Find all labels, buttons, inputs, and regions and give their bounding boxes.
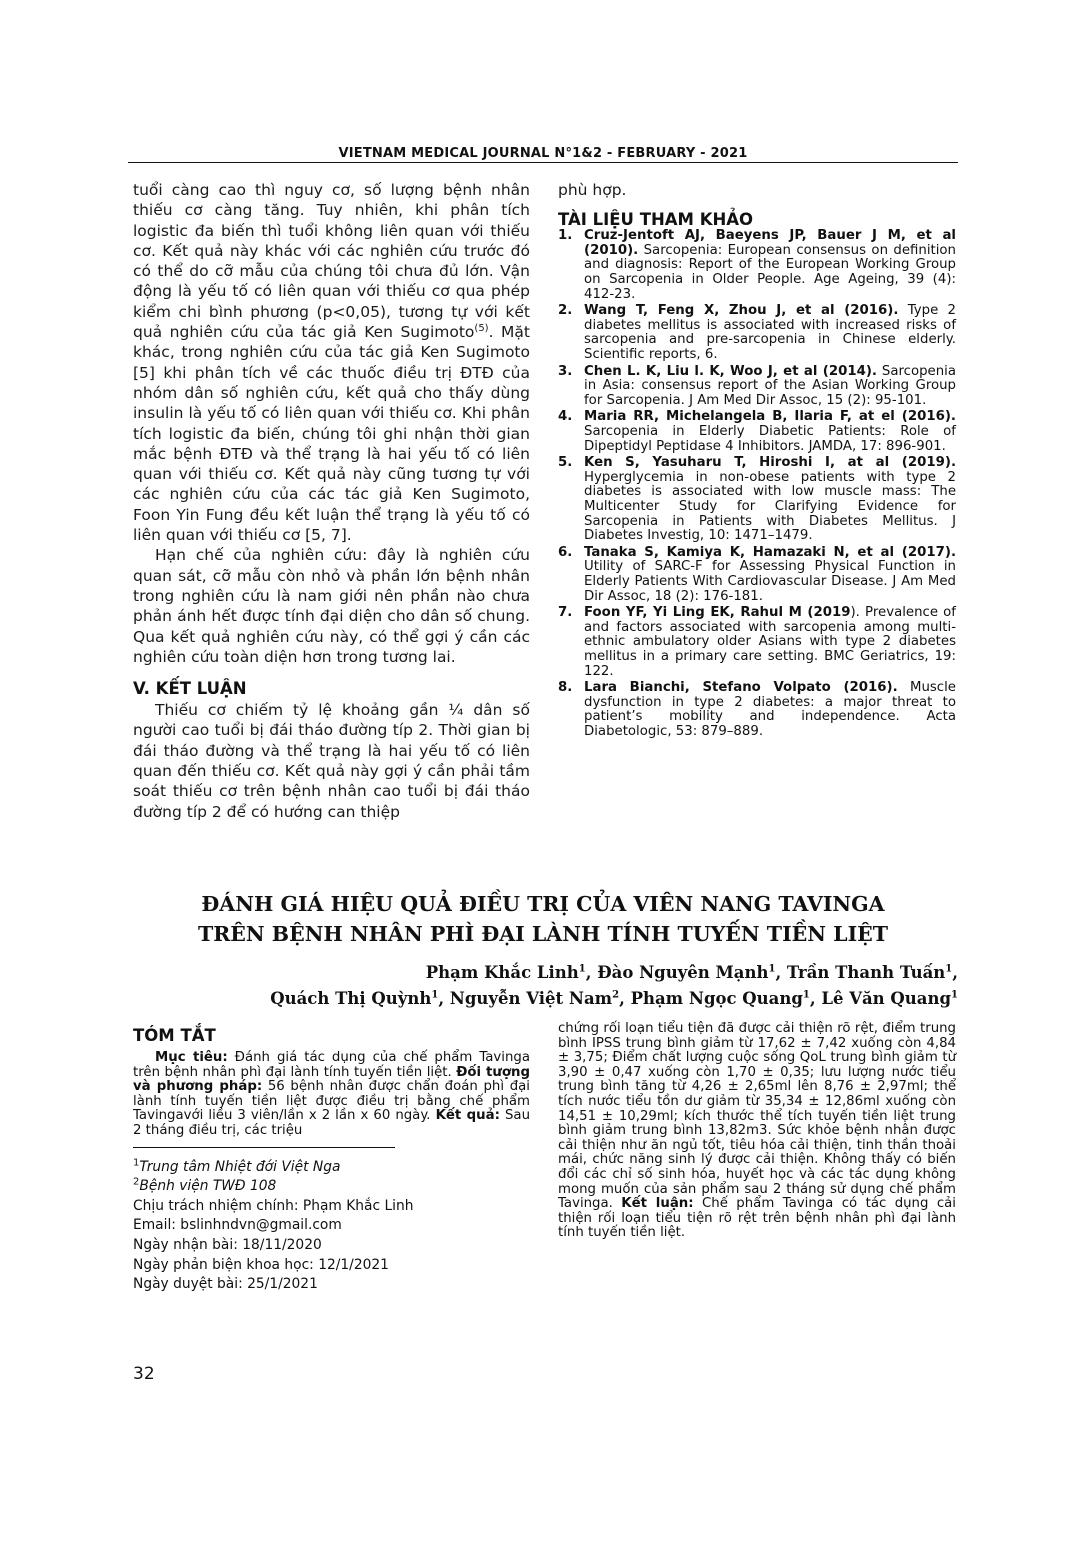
- authors-line-2: [270, 986, 958, 1012]
- reference-number: 8.: [558, 680, 573, 696]
- affiliation-2: $^2$Bệnh viện TWĐ 108: [133, 1176, 277, 1195]
- reference-number: 3.: [558, 363, 573, 379]
- reference-item: [558, 410, 956, 454]
- received-date: Ngày nhận bài: 18/11/2020: [133, 1236, 322, 1253]
- reference-text: Ken S, Yasuharu T, Hiroshi I, at al (2019). Hyperglycemia in non-obese patients with type 2 diabetes is associated with low muscle mass: The Multicenter Study for Clarifying Evidence for Sarcopenia in Patients with Diabetes Mellitus. J Diabetes Investig, 10: 1471–1479.: [584, 455, 956, 544]
- right-column: [558, 180, 956, 741]
- author-affiliation-mark: 1: [951, 989, 958, 1001]
- reference-number: 6.: [558, 544, 573, 560]
- abstract-right-column: [558, 1022, 956, 1241]
- author-affiliation-mark: 1: [802, 989, 810, 1001]
- reference-authors: Lara Bianchi, Stefano Volpato (2016).: [584, 680, 898, 696]
- author-name: ,: [952, 963, 958, 982]
- reference-authors: Maria RR, Michelangela B, Ilaria F, at el (2016).: [584, 409, 956, 425]
- left-paragraph-1: tuổi càng cao thì nguy cơ, số lượng bệnh nhân thiếu cơ càng tăng. Tuy nhiên, khi phân tích logistic đa biến thì tuổi không liên quan với thiếu cơ. Kết quả này khác với các nghiên cứu trước đó có thể do cỡ mẫu của chúng tôi chưa đủ lớn. Vận động là yếu tố có liên quan với thiếu cơ qua phép kiểm chi bình phương (p<0,05), tương tự với kết quả nghiên cứu của tác giả Ken Sugimoto$^{(5)}$. Mặt khác, trong nghiên cứu của tác giả Ken Sugimoto [5] khi phân tích về các thuốc điều trị ĐTĐ của nhóm dân số nghiên cứu, kết quả cho thấy dùng insulin là yếu tố có liên quan với thiếu cơ. Khi phân tích logistic đa biến, chúng tôi ghi nhận thời gian mắc bệnh ĐTĐ và thể trạng là hai yếu tố có liên quan với thiếu cơ. Kết quả này cũng tương tự với các nghiên cứu của các tác giả Ken Sugimoto, Foon Yin Fung đều kết luận thể trạng là yếu tố có liên quan với thiếu cơ [5, 7].: [133, 181, 530, 545]
- author-name: Quách Thị Quỳnh: [270, 989, 432, 1008]
- reference-text: Lara Bianchi, Stefano Volpato (2016). Muscle dysfunction in type 2 diabetes: a major threat to patient’s mobility and independence. Acta Diabetologic, 53: 879–889.: [584, 680, 956, 739]
- reference-number: 4.: [558, 409, 573, 425]
- page-number: 32: [133, 1364, 155, 1384]
- reference-text: Maria RR, Michelangela B, Ilaria F, at el (2016). Sarcopenia in Elderly Diabetic Patients: Role of Dipeptidyl Peptidase 4 Inhibitors. JAMDA, 17: 896-901.: [584, 409, 956, 454]
- reference-authors: Chen L. K, Liu l. K, Woo J, et al (2014).: [584, 363, 877, 379]
- author-affiliation-mark: 1: [578, 963, 586, 975]
- abstract-left-text: Mục tiêu: Đánh giá tác dụng của chế phẩm Tavinga trên bệnh nhân phì đại lành tính tuyến tiền liệt. Đối tượng và phương pháp: 56 bệnh nhân được chẩn đoán phì đại lành tính tuyến tiền liệt được điều trị bằng chế phẩm Tavingavới liều 3 viên/lần x 2 lần x 60 ngày. Kết quả: Sau 2 tháng điều trị, các triệu: [133, 1050, 531, 1138]
- reference-item: [558, 546, 956, 604]
- reference-number: 2.: [558, 303, 573, 319]
- reference-number: 7.: [558, 605, 573, 621]
- abstract-left-column: [133, 1026, 530, 1295]
- reference-item: [558, 456, 956, 544]
- abstract-label: Đối tượng và phương pháp:: [133, 1064, 531, 1095]
- reference-item: [558, 229, 956, 302]
- accepted-date: Ngày duyệt bài: 25/1/2021: [133, 1276, 318, 1293]
- reference-item: [558, 365, 956, 409]
- left-paragraph-2: Hạn chế của nghiên cứu: đây là nghiên cứu quan sát, cỡ mẫu còn nhỏ và phần lớn bệnh nhân trong nghiên cứu là nam giới nên phần nào chưa phản ánh hết được tính đại diện cho dân số chung. Qua kết quả nghiên cứu này, có thể gợi ý cần các nghiên cứu toàn diện hơn trong tương lai.: [133, 546, 530, 666]
- left-column: [133, 180, 530, 822]
- author-name: , Phạm Ngọc Quang: [619, 989, 803, 1008]
- header-rule: [128, 162, 958, 163]
- author-affiliation-mark: 1: [431, 989, 439, 1001]
- reference-number: 1.: [558, 228, 573, 244]
- article-title-line-2: TRÊN BỆNH NHÂN PHÌ ĐẠI LÀNH TÍNH TUYẾN TIỀN LIỆT: [197, 922, 889, 946]
- reference-number: 5.: [558, 455, 573, 471]
- article-title-line-1: ĐÁNH GIÁ HIỆU QUẢ ĐIỀU TRỊ CỦA VIÊN NANG TAVINGA: [201, 892, 885, 916]
- author-name: , Nguyễn Việt Nam: [438, 989, 613, 1008]
- reference-text: Cruz-Jentoft AJ, Baeyens JP, Bauer J M, et al (2010). Sarcopenia: European consensus on definition and diagnosis: Report of the European Working Group on Sarcopenia in Older People. Age Ageing, 39 (4): 412-23.: [584, 228, 956, 302]
- continuation-text: phù hợp.: [558, 181, 627, 199]
- author-name: Phạm Khắc Linh: [425, 963, 579, 982]
- reference-text: Chen L. K, Liu l. K, Woo J, et al (2014). Sarcopenia in Asia: consensus report of the Asian Working Group for Sarcopenia. J Am Med Dir Assoc, 15 (2): 95-101.: [584, 363, 957, 408]
- author-name: , Lê Văn Quang: [809, 989, 952, 1008]
- responsible-author: Chịu trách nhiệm chính: Phạm Khắc Linh: [133, 1197, 414, 1214]
- author-affiliation-mark: 1: [945, 963, 953, 975]
- abstract-right-text: chứng rối loạn tiểu tiện đã được cải thiện rõ rệt, điểm trung bình IPSS trung bình giảm từ 17,62 ± 7,42 xuống còn 4,84 ± 3,75; Điểm chất lượng cuộc sống QoL trung bình giảm từ 3,90 ± 0,47 xuống còn 1,70 ± 0,35; lưu lượng nước tiểu trung bình tăng từ 4,26 ± 2,65ml lên 8,76 ± 2,97ml; thể tích nước tiểu tồn dư giảm từ 35,34 ± 12,86ml xuống còn 14,51 ± 10,29ml; kích thước thể tích tuyến tiền liệt trung bình giảm trung bình 13,82m3. Sức khỏe bệnh nhân được cải thiện như ăn ngủ tốt, tiêu hóa cải thiện, tinh thần thoải mái, chức năng sinh lý được cải thiện. Không thấy có biến đổi các chỉ số sinh hóa, huyết học và các tác dụng không mong muốn của sản phẩm sau 2 tháng sử dụng chế phẩm Tavinga. Kết luận: Chế phẩm Tavinga có tác dụng cải thiện rối loạn tiểu tiện rõ rệt trên bệnh nhân phì đại lành tính tuyến tiền liệt.: [558, 1021, 956, 1241]
- footnote-rule: [133, 1147, 395, 1148]
- journal-header: VIETNAM MEDICAL JOURNAL N°1&2 - FEBRUARY - 2021: [338, 146, 748, 161]
- authors-line-1: [426, 960, 958, 986]
- abstract-label: Kết quả:: [435, 1108, 500, 1124]
- references-heading: TÀI LIỆU THAM KHẢO: [558, 210, 754, 230]
- reference-text: Foon YF, Yi Ling EK, Rahul M (2019). Prevalence of and factors associated with sarcopenia among multi-ethnic ambulatory older Asians with type 2 diabetes mellitus in a primary care setting. BMC Geriatrics, 19: 122.: [584, 605, 956, 679]
- reference-authors: Wang T, Feng X, Zhou J, et al (2016).: [584, 303, 899, 319]
- reference-item: [558, 606, 956, 679]
- author-email: Email: bslinhndvn@gmail.com: [133, 1217, 342, 1234]
- author-affiliation-mark: 2: [612, 989, 620, 1001]
- author-name: , Đào Nguyên Mạnh: [585, 963, 769, 982]
- abstract-heading: TÓM TẮT: [133, 1026, 216, 1045]
- reference-text: Wang T, Feng X, Zhou J, et al (2016). Type 2 diabetes mellitus is associated with increased risks of sarcopenia and pre-sarcopenia in Chinese elderly. Scientific reports, 6.: [584, 303, 956, 363]
- reference-item: [558, 681, 956, 739]
- abstract-label: Mục tiêu:: [155, 1050, 228, 1065]
- reference-text: Tanaka S, Kamiya K, Hamazaki N, et al (2017). Utility of SARC-F for Assessing Physical Function in Elderly Patients With Cardiovascular Disease. J Am Med Dir Assoc, 18 (2): 176-181.: [584, 544, 956, 604]
- reference-authors: Tanaka S, Kamiya K, Hamazaki N, et al (2017).: [584, 544, 956, 560]
- reference-authors: Foon YF, Yi Ling EK, Rahul M (2019: [584, 605, 851, 621]
- reference-authors: Ken S, Yasuharu T, Hiroshi I, at al (2019).: [584, 455, 956, 471]
- abstract-label: Kết luận:: [621, 1196, 694, 1212]
- affiliation-1: $^1$Trung tâm Nhiệt đới Việt Nga: [133, 1156, 341, 1175]
- reference-list: [558, 229, 956, 739]
- author-affiliation-mark: 1: [768, 963, 776, 975]
- reference-item: [558, 304, 956, 362]
- reviewed-date: Ngày phản biện khoa học: 12/1/2021: [133, 1256, 389, 1273]
- author-name: , Trần Thanh Tuấn: [775, 963, 946, 982]
- conclusion-text: Thiếu cơ chiếm tỷ lệ khoảng gần ¼ dân số người cao tuổi bị đái tháo đường típ 2. Thời gian bị đái tháo đường và thể trạng là hai yếu tố có liên quan đến thiếu cơ. Kết quả này gợi ý cần phải tầm soát thiếu cơ trên bệnh nhân cao tuổi bị đái tháo đường típ 2 để có hướng can thiệp: [133, 701, 530, 821]
- reference-authors: Cruz-Jentoft AJ, Baeyens JP, Bauer J M, et al (2010).: [584, 228, 956, 258]
- conclusion-heading: V. KẾT LUẬN: [133, 679, 247, 699]
